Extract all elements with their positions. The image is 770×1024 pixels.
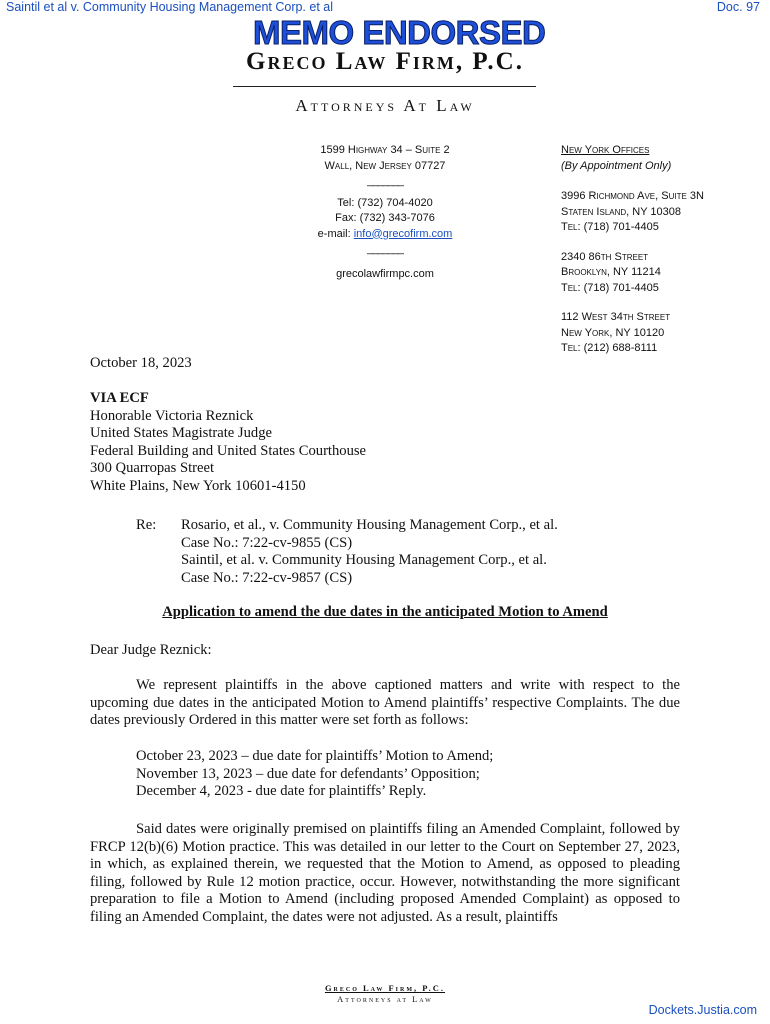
re-line: Case No.: 7:22-cv-9855 (CS) <box>181 534 353 551</box>
case-caption[interactable]: Saintil et al v. Community Housing Management Corp. et al <box>6 0 334 14</box>
paragraph-2-text: Said dates were originally premised on plaintiffs filing an Amended Complaint, followed by FRCP 12(b)(6) Motion practice. This was detailed in our letter to the Court on September 27, 2023, in which, as explained therein, we requested that the Motion to Amend, as opposed to pleading filing, followed by Rule 12 motion practice, occur. However, notwithstanding the more significant preparation to file a Motion to Amend (including proposed Amended Complaint) as opposed to filing an Amended Complaint, the dates were not adjusted. As a result, plaintiffs <box>90 821 680 925</box>
fax: Fax: (732) 343-7076 <box>335 212 435 224</box>
re-line: Rosario, et al., v. Community Housing Management Corp., et al. <box>181 517 558 533</box>
separator: _______ <box>367 175 403 187</box>
email-link[interactable]: info@grecofirm.com <box>353 227 453 240</box>
letterhead-rule <box>233 86 536 87</box>
office-line-1: 2340 86th Street <box>561 250 649 263</box>
footer-tagline: Attorneys at Law <box>337 994 433 1004</box>
telephone: Tel: (732) 704-4020 <box>337 196 433 209</box>
paragraph-1 <box>90 677 680 730</box>
due-date-item: October 23, 2023 – due date for plaintiffs’ Motion to Amend; <box>136 748 494 764</box>
due-date-item: December 4, 2023 - due date for plaintiffs’ Reply. <box>136 783 427 799</box>
re-block <box>181 517 558 587</box>
separator: _______ <box>367 243 403 255</box>
office-new-york <box>561 310 704 357</box>
nj-office-block <box>290 143 480 282</box>
addressee-line: United States Magistrate Judge <box>90 425 272 441</box>
due-dates-list <box>136 748 493 801</box>
office-line-1: 3996 Richmond Ave, Suite 3N <box>561 190 704 202</box>
dockets-justia-link[interactable]: Dockets.Justia.com <box>648 1003 757 1017</box>
paragraph-2 <box>90 821 680 926</box>
doc-number[interactable]: Doc. 97 <box>716 0 760 14</box>
addressee-line: 300 Quarropas Street <box>90 460 215 476</box>
addressee-block <box>90 390 366 495</box>
office-tel: Tel: (718) 701-4405 <box>561 281 659 294</box>
ny-offices-note: (By Appointment Only) <box>561 159 672 172</box>
office-tel: Tel: (718) 701-4405 <box>561 221 659 233</box>
re-line: Saintil, et al. v. Community Housing Management Corp., et al. <box>181 552 547 568</box>
nj-address-line-1: 1599 Highway 34 – Suite 2 <box>320 144 450 156</box>
re-label: Re: <box>136 517 157 533</box>
addressee-line: Federal Building and United States Courthouse <box>90 442 367 459</box>
memo-endorsed-stamp: MEMO ENDORSED <box>253 14 546 51</box>
office-line-2: New York, NY 10120 <box>561 326 665 339</box>
page-footer <box>0 983 770 1005</box>
office-staten-island <box>561 189 704 236</box>
ny-offices-block <box>561 143 704 357</box>
addressee-line: White Plains, New York 10601-4150 <box>90 477 306 494</box>
office-line-2: Brooklyn, NY 11214 <box>561 266 661 278</box>
subject-line: Application to amend the due dates in the anticipated Motion to Amend <box>162 604 608 620</box>
email-label: e-mail: <box>317 227 354 240</box>
office-line-1: 112 West 34th Street <box>561 311 671 323</box>
firm-name: Greco Law Firm, P.C. <box>246 48 524 75</box>
via-ecf: VIA ECF <box>90 390 149 406</box>
salutation: Dear Judge Reznick: <box>90 642 212 658</box>
office-brooklyn <box>561 250 704 297</box>
paragraph-1-text: We represent plaintiffs in the above captioned matters and write with respect to the upcoming due dates in the anticipated Motion to Amend plaintiffs’ respective Complaints. The due dates previously Ordered in this matter were set forth as follows: <box>90 677 680 728</box>
office-tel: Tel: (212) 688-8111 <box>561 342 658 354</box>
addressee-line: Honorable Victoria Reznick <box>90 407 254 424</box>
email-line <box>290 227 480 243</box>
footer-firm-name: Greco Law Firm, P.C. <box>324 983 446 993</box>
letter-date: October 18, 2023 <box>90 355 192 371</box>
ny-offices-heading: New York Offices <box>561 144 650 156</box>
re-line: Case No.: 7:22-cv-9857 (CS) <box>181 569 353 586</box>
office-line-2: Staten Island, NY 10308 <box>561 205 681 218</box>
firm-tagline: Attorneys At Law <box>295 96 475 115</box>
website: grecolawfirmpc.com <box>336 267 434 280</box>
nj-address-line-2: Wall, New Jersey 07727 <box>324 159 446 172</box>
due-date-item: November 13, 2023 – due date for defendants’ Opposition; <box>136 765 480 782</box>
